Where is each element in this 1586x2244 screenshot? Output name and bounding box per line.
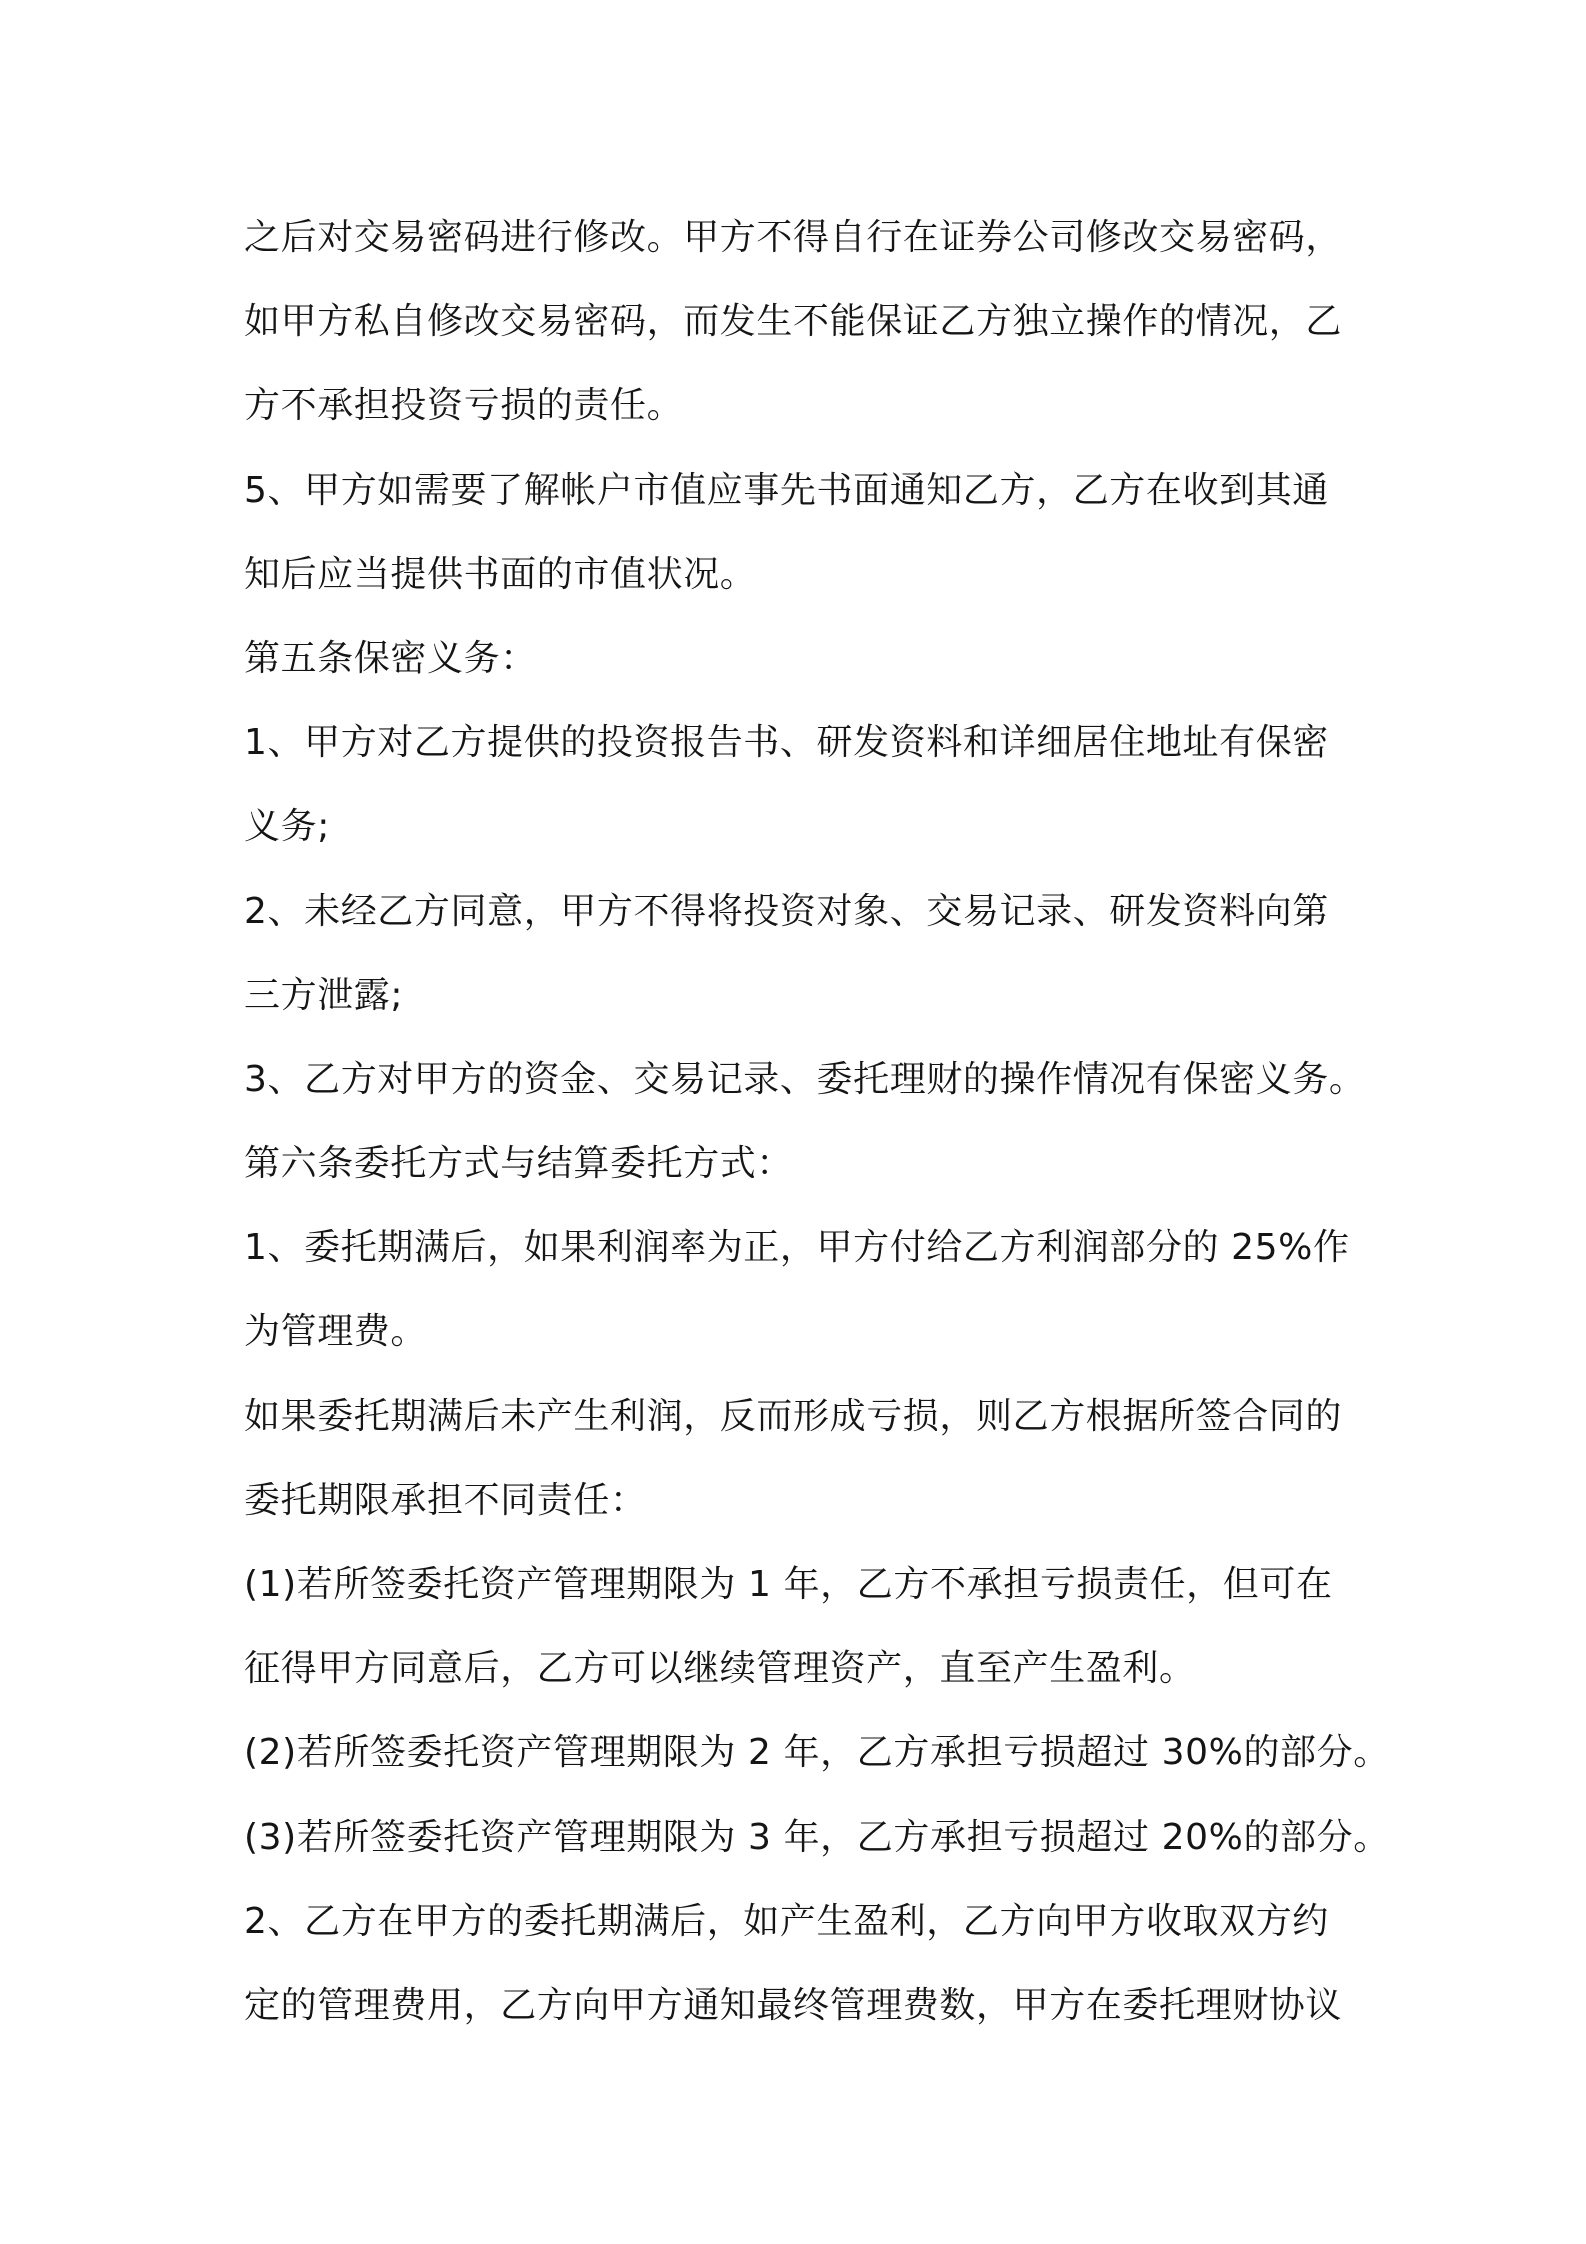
text-line: 如果委托期满后未产生利润，反而形成亏损，则乙方根据所签合同的 [244,1395,1343,1437]
text-line: 义务; [244,806,330,848]
section-heading: 第六条委托方式与结算委托方式： [244,1143,794,1185]
text-line: 2、未经乙方同意，甲方不得将投资对象、交易记录、研发资料向第 [244,890,1329,932]
text-line: 委托期限承担不同责任： [244,1479,647,1521]
text-line: 3、乙方对甲方的资金、交易记录、委托理财的操作情况有保密义务。 [244,1058,1366,1100]
section-heading: 第五条保密义务： [244,637,537,679]
text-line: 5、甲方如需要了解帐户市值应事先书面通知乙方，乙方在收到其通 [244,469,1329,511]
text-line: (2)若所签委托资产管理期限为 2 年，乙方承担亏损超过 30%的部分。 [244,1732,1390,1774]
text-line: (1)若所签委托资产管理期限为 1 年，乙方不承担亏损责任，但可在 [244,1564,1333,1605]
text-line: 征得甲方同意后，乙方可以继续管理资产，直至产生盈利。 [244,1648,1196,1690]
contract-text-block [244,196,1390,2048]
text-line: 定的管理费用，乙方向甲方通知最终管理费数，甲方在委托理财协议 [244,1984,1343,2026]
text-line: 2、乙方在甲方的委托期满后，如产生盈利，乙方向甲方收取双方约 [244,1900,1329,1942]
text-line: 三方泄露; [244,974,404,1016]
text-line: 1、甲方对乙方提供的投资报告书、研发资料和详细居住地址有保密 [244,722,1329,764]
text-line: 如甲方私自修改交易密码，而发生不能保证乙方独立操作的情况，乙 [244,301,1343,343]
text-line: 1、委托期满后，如果利润率为正，甲方付给乙方利润部分的 25%作 [244,1227,1350,1269]
text-line: 为管理费。 [244,1311,428,1353]
text-line: (3)若所签委托资产管理期限为 3 年，乙方承担亏损超过 20%的部分。 [244,1816,1390,1858]
text-line: 知后应当提供书面的市值状况。 [244,553,757,595]
text-line: 方不承担投资亏损的责任。 [244,385,684,427]
text-line: 之后对交易密码进行修改。甲方不得自行在证券公司修改交易密码， [244,217,1343,258]
